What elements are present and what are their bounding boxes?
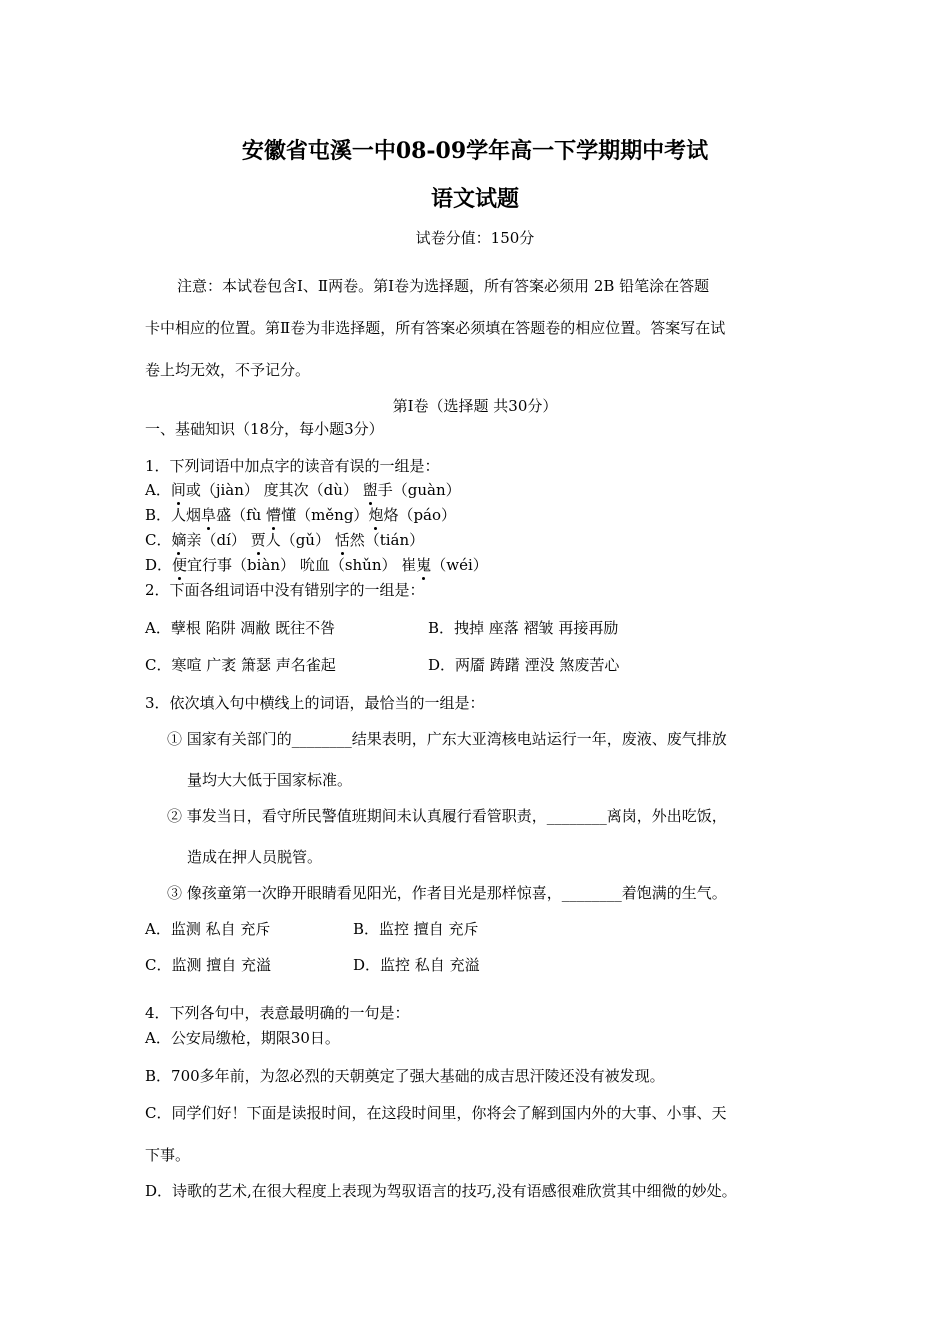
exam-subject: 语文试题 [430, 186, 519, 212]
q2-option-c: C．寒喧 广袤 箫瑟 声名雀起 [145, 656, 336, 674]
q3-sentence-1b: 量均大大低于国家标准。 [187, 771, 353, 789]
q4-option-c-line-2: 下事。 [145, 1146, 191, 1164]
q2-option-a: A．孽根 陷阱 凋敝 既往不咎 [145, 619, 336, 637]
notice-line-2: 卡中相应的位置。第Ⅱ卷为非选择题，所有答案必须填在答题卷的相应位置。答案写在试 [145, 319, 726, 337]
q3-sentence-3: ③ 像孩童第一次睁开眼睛看见阳光，作者目光是那样惊喜，________着饱满的生气。 [167, 884, 727, 902]
q3-stem: 3．依次填入句中横线上的词语，最恰当的一组是： [145, 694, 485, 712]
q1-option-d: D．便宜行事（biàn） 吮血（shǔn） 崔嵬（wéi） [145, 556, 488, 574]
q1-option-c: C．嫡亲（dí） 贾人（gǔ） 恬然（tián） [145, 531, 425, 549]
dotted-char: 间 [170, 481, 186, 499]
dotted-char: 便 [172, 556, 188, 574]
notice-line-3: 卷上均无效，不予记分。 [145, 361, 311, 379]
q4-option-c-line-1: C．同学们好！下面是读报时间，在这段时间里，你将会了解到国内外的大事、小事、天 [145, 1104, 727, 1122]
q3-sentence-2a: ② 事发当日，看守所民警值班期间未认真履行看管职责，________离岗，外出吃饭， [167, 807, 727, 825]
dotted-char: 炮 [368, 506, 384, 524]
q2-option-d: D．两靥 踌躇 湮没 煞废苦心 [428, 656, 620, 674]
dotted-char: 恬 [334, 531, 350, 549]
q1-stem: 1．下列词语中加点字的读音有误的一组是： [145, 457, 440, 475]
q1-option-a: A．间或（jiàn） 度其次（dù） 盥手（guàn） [145, 481, 461, 499]
q4-option-b: B．700多年前，为忽必烈的天朝奠定了强大基础的成吉思汗陵还没有被发现。 [145, 1067, 665, 1085]
q2-stem: 2．下面各组词语中没有错别字的一组是： [145, 581, 425, 599]
dotted-char: 懵 [266, 506, 282, 524]
q2-option-b: B．拽掉 座落 褶皱 再接再励 [428, 619, 619, 637]
q3-option-d: D．监控 私自 充溢 [353, 956, 480, 974]
dotted-char: 盥 [362, 481, 378, 499]
q3-option-a: A．监测 私自 充斥 [145, 920, 271, 938]
q3-option-c: C．监测 擅自 充溢 [145, 956, 272, 974]
notice-line-1: 注意：本试卷包含Ⅰ、Ⅱ两卷。第Ⅰ卷为选择题，所有答案必须用 2B 铅笔涂在答题 [177, 277, 710, 295]
q4-stem: 4．下列各句中，表意最明确的一句是： [145, 1004, 410, 1022]
q4-option-a: A．公安局缴枪，期限30日。 [145, 1029, 340, 1047]
dotted-char: 贾 [250, 531, 266, 549]
volume-heading: 第Ⅰ卷（选择题 共30分） [392, 397, 558, 415]
q3-sentence-2b: 造成在押人员脱管。 [187, 848, 323, 866]
q1-option-b: B．人烟阜盛（fù 懵懂（měng）炮烙（páo） [145, 506, 457, 524]
score-note: 试卷分值：150分 [415, 229, 535, 247]
dotted-char: 嫡 [171, 531, 187, 549]
exam-title: 安徽省屯溪一中08-09学年高一下学期期中考试 [241, 138, 709, 164]
q3-sentence-1a: ① 国家有关部门的________结果表明，广东大亚湾核电站运行一年，废液、废气排放 [167, 730, 727, 748]
q3-option-b: B．监控 擅自 充斥 [353, 920, 479, 938]
dotted-char: 阜 [201, 506, 217, 524]
q4-option-d: D．诗歌的艺术,在很大程度上表现为驾驭语言的技巧,没有语感很难欣赏其中细微的妙处。 [145, 1182, 737, 1200]
part-heading: 一、基础知识（18分，每小题3分） [145, 420, 384, 438]
dotted-char: 嵬 [416, 556, 432, 574]
